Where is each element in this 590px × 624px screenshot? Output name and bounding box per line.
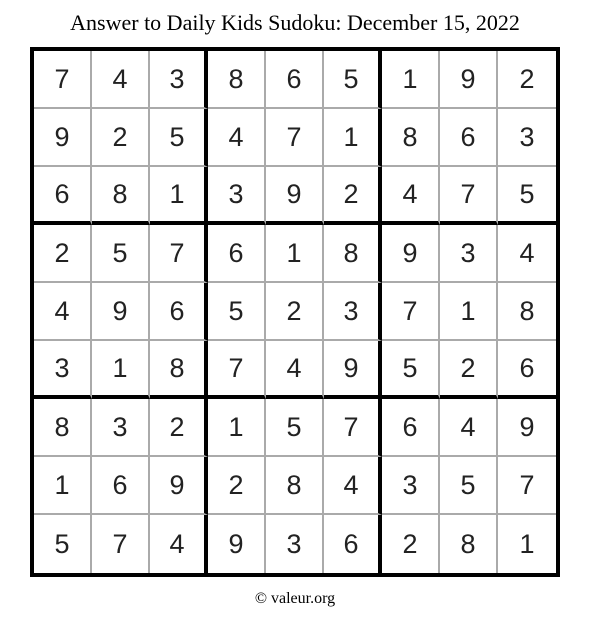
sudoku-cell: 9	[324, 341, 382, 399]
sudoku-cell: 2	[150, 399, 208, 457]
sudoku-cell: 3	[324, 283, 382, 341]
sudoku-cell: 7	[324, 399, 382, 457]
sudoku-cell: 1	[382, 51, 440, 109]
sudoku-cell: 1	[440, 283, 498, 341]
sudoku-cell: 7	[382, 283, 440, 341]
sudoku-cell: 7	[208, 341, 266, 399]
puzzle-title: Answer to Daily Kids Sudoku: December 15, 2022	[70, 10, 520, 35]
sudoku-cell: 1	[266, 225, 324, 283]
sudoku-cell: 4	[208, 109, 266, 167]
sudoku-cell: 5	[498, 167, 556, 225]
sudoku-cell: 3	[382, 457, 440, 515]
sudoku-cell: 8	[150, 341, 208, 399]
sudoku-cell: 3	[150, 51, 208, 109]
sudoku-cell: 7	[440, 167, 498, 225]
sudoku-cell: 7	[150, 225, 208, 283]
sudoku-cell: 1	[208, 399, 266, 457]
sudoku-cell: 8	[34, 399, 92, 457]
sudoku-cell: 3	[34, 341, 92, 399]
sudoku-cell: 6	[34, 167, 92, 225]
sudoku-cell: 9	[498, 399, 556, 457]
sudoku-cell: 1	[324, 109, 382, 167]
sudoku-cell: 6	[382, 399, 440, 457]
sudoku-cell: 3	[440, 225, 498, 283]
sudoku-cell: 9	[34, 109, 92, 167]
sudoku-cell: 9	[92, 283, 150, 341]
sudoku-cell: 5	[92, 225, 150, 283]
sudoku-cell: 8	[266, 457, 324, 515]
sudoku-cell: 6	[324, 515, 382, 573]
sudoku-cell: 4	[382, 167, 440, 225]
sudoku-cell: 3	[208, 167, 266, 225]
sudoku-cell: 5	[34, 515, 92, 573]
sudoku-cell: 5	[324, 51, 382, 109]
sudoku-cell: 1	[34, 457, 92, 515]
sudoku-cell: 7	[266, 109, 324, 167]
sudoku-cell: 5	[150, 109, 208, 167]
sudoku-cell: 1	[92, 341, 150, 399]
sudoku-cell: 6	[150, 283, 208, 341]
sudoku-board	[30, 47, 560, 577]
sudoku-cell: 6	[92, 457, 150, 515]
sudoku-cell: 8	[382, 109, 440, 167]
sudoku-cell: 2	[92, 109, 150, 167]
sudoku-cell: 9	[440, 51, 498, 109]
sudoku-cell: 8	[324, 225, 382, 283]
sudoku-cell: 7	[92, 515, 150, 573]
sudoku-cell: 5	[440, 457, 498, 515]
copyright-footer: © valeur.org	[254, 590, 336, 607]
sudoku-cell: 4	[498, 225, 556, 283]
sudoku-cell: 7	[498, 457, 556, 515]
sudoku-cell: 8	[498, 283, 556, 341]
sudoku-cell: 5	[266, 399, 324, 457]
sudoku-cell: 5	[208, 283, 266, 341]
sudoku-cell: 2	[34, 225, 92, 283]
sudoku-cell: 6	[498, 341, 556, 399]
sudoku-cell: 6	[208, 225, 266, 283]
sudoku-cell: 4	[34, 283, 92, 341]
sudoku-cell: 9	[266, 167, 324, 225]
sudoku-cell: 1	[519, 528, 535, 559]
sudoku-cell: 6	[440, 109, 498, 167]
sudoku-cell: 3	[266, 515, 324, 573]
sudoku-cell: 6	[266, 51, 324, 109]
sudoku-cell: 5	[382, 341, 440, 399]
sudoku-cell: 9	[208, 515, 266, 573]
sudoku-cell: 4	[266, 341, 324, 399]
sudoku-cell: 9	[150, 457, 208, 515]
sudoku-cell: 2	[440, 341, 498, 399]
sudoku-cell: 4	[150, 515, 208, 573]
sudoku-cell: 9	[382, 225, 440, 283]
sudoku-cell: 7	[34, 51, 92, 109]
sudoku-cell: 2	[498, 51, 556, 109]
sudoku-cell: 8	[208, 51, 266, 109]
sudoku-cell: 8	[440, 515, 498, 573]
sudoku-cell: 2	[208, 457, 266, 515]
sudoku-cell: 4	[440, 399, 498, 457]
sudoku-cell: 2	[382, 515, 440, 573]
sudoku-cell: 2	[266, 283, 324, 341]
sudoku-cell: 4	[92, 51, 150, 109]
sudoku-cell: 4	[324, 457, 382, 515]
sudoku-cell: 3	[498, 109, 556, 167]
sudoku-cell: 8	[92, 167, 150, 225]
sudoku-cell: 3	[92, 399, 150, 457]
sudoku-cell: 2	[324, 167, 382, 225]
sudoku-cell: 1	[150, 167, 208, 225]
